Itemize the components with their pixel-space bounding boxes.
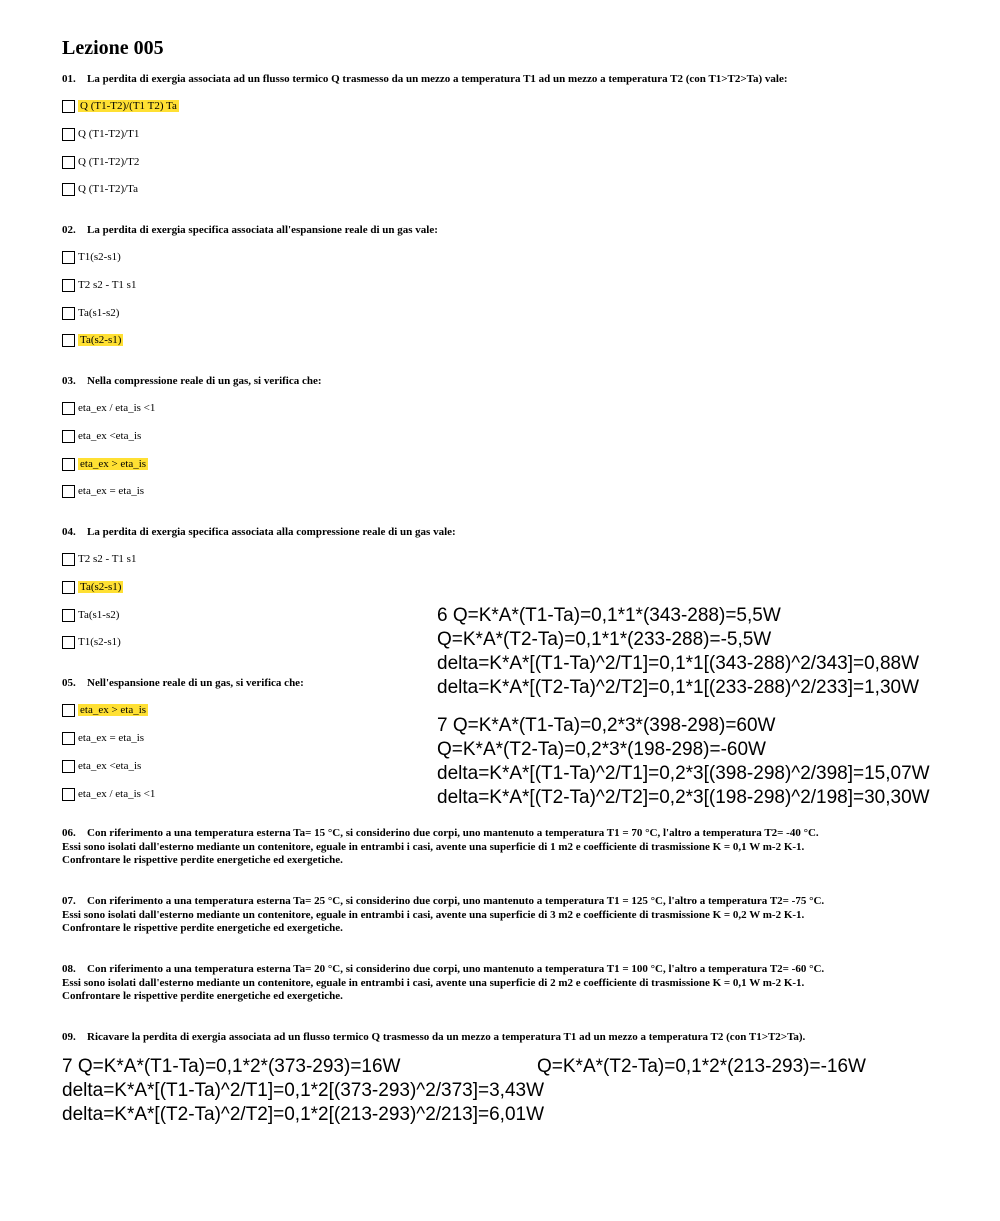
option-q05-a[interactable]	[62, 702, 148, 718]
question-text: Essi sono isolati dall'esterno mediante un contenitore, eguale in entrambi i casi, avente una superficie di 3 m2 e coefficiente di trasmissione K = 0,2 W m-2 K-1.	[62, 908, 805, 921]
checkbox[interactable]	[62, 704, 75, 717]
question-text: Confrontare le rispettive perdite energetiche ed exergetiche.	[62, 990, 343, 1002]
question-text: La perdita di exergia associata ad un flusso termico Q trasmesso da un mezzo a temperatura T1 ad un mezzo a temperatura T2 (con T1>T2>Ta) vale:	[87, 73, 788, 85]
option-q01-c[interactable]	[62, 154, 139, 170]
option-q03-a[interactable]	[62, 400, 155, 416]
note-line: delta=K*A*[(T2-Ta)^2/T2]=0,2*3[(198-298)^2/198]=30,30W	[437, 787, 930, 808]
question-number: 05.	[62, 677, 76, 689]
option-q05-b[interactable]	[62, 730, 144, 746]
question-text: Ricavare la perdita di exergia associata ad un flusso termico Q trasmesso da un mezzo a temperatura T1 ad un mezzo a temperatura T2 (con T1>T2>Ta).	[87, 1031, 806, 1043]
option-label: Q (T1-T2)/Ta	[78, 183, 139, 195]
option-label: eta_ex / eta_is <1	[78, 788, 156, 800]
option-label: T2 s2 - T1 s1	[78, 279, 137, 291]
question-number: 06.	[62, 827, 76, 839]
option-label: Ta(s2-s1)	[80, 581, 122, 593]
checkbox[interactable]	[62, 402, 75, 415]
checkbox[interactable]	[62, 485, 75, 498]
question-text: Confrontare le rispettive perdite energetiche ed exergetiche.	[62, 922, 343, 934]
option-label: Ta(s2-s1)	[80, 334, 122, 346]
note-line: delta=K*A*[(T1-Ta)^2/T1]=0,1*1[(343-288)^2/343]=0,88W	[437, 653, 920, 674]
question-text: Con riferimento a una temperatura esterna Ta= 15 °C, si considerino due corpi, uno mantenuto a temperatura T1 = 70 °C, l'altro a temperatura T2= -40 °C.	[87, 827, 819, 839]
option-q02-a[interactable]	[62, 249, 121, 265]
option-label: eta_ex = eta_is	[78, 732, 145, 744]
question-number: 09.	[62, 1031, 76, 1043]
checkbox[interactable]	[62, 430, 75, 443]
question-text: Essi sono isolati dall'esterno mediante un contenitore, eguale in entrambi i casi, avente una superficie di 1 m2 e coefficiente di trasmissione K = 0,1 W m-2 K-1.	[62, 840, 805, 853]
checkbox[interactable]	[62, 334, 75, 347]
option-q05-d[interactable]	[62, 786, 155, 802]
checkbox[interactable]	[62, 307, 75, 320]
note-bottom-line3: delta=K*A*[(T2-Ta)^2/T2]=0,1*2[(213-293)^2/213]=6,01W	[62, 1104, 545, 1125]
option-q03-d[interactable]	[62, 483, 144, 499]
option-label: eta_ex <eta_is	[78, 760, 142, 772]
question-text: Nella compressione reale di un gas, si verifica che:	[87, 375, 322, 387]
question-05	[62, 677, 304, 689]
question-07	[62, 895, 962, 936]
option-q04-a[interactable]	[62, 551, 136, 567]
option-q02-c[interactable]	[62, 305, 119, 321]
option-label: eta_ex > eta_is	[80, 458, 147, 470]
option-label: Q (T1-T2)/(T1 T2) Ta	[80, 100, 177, 112]
option-label: eta_ex = eta_is	[78, 485, 145, 497]
note-line: Q=K*A*(T2-Ta)=0,2*3*(198-298)=-60W	[437, 739, 766, 760]
option-q04-c[interactable]	[62, 607, 119, 623]
question-number: 03.	[62, 375, 76, 387]
note-7-solution	[437, 714, 930, 810]
checkbox[interactable]	[62, 251, 75, 264]
option-label: T2 s2 - T1 s1	[78, 553, 137, 565]
option-label: eta_ex / eta_is <1	[78, 402, 156, 414]
option-q05-c[interactable]	[62, 758, 141, 774]
checkbox[interactable]	[62, 458, 75, 471]
question-04	[62, 526, 456, 538]
note-line: 7 Q=K*A*(T1-Ta)=0,2*3*(398-298)=60W	[437, 715, 776, 736]
question-number: 02.	[62, 224, 76, 236]
option-label: Ta(s1-s2)	[78, 609, 120, 621]
question-text: Nell'espansione reale di un gas, si verifica che:	[87, 677, 304, 689]
option-q02-b[interactable]	[62, 277, 136, 293]
question-number: 07.	[62, 895, 76, 907]
note-bottom-line1a: 7 Q=K*A*(T1-Ta)=0,1*2*(373-293)=16W	[62, 1056, 401, 1077]
checkbox[interactable]	[62, 581, 75, 594]
checkbox[interactable]	[62, 760, 75, 773]
note-line: delta=K*A*[(T1-Ta)^2/T1]=0,2*3[(398-298)^2/398]=15,07W	[437, 763, 930, 784]
checkbox[interactable]	[62, 553, 75, 566]
option-q04-b[interactable]	[62, 579, 123, 595]
checkbox[interactable]	[62, 279, 75, 292]
option-q01-d[interactable]	[62, 181, 138, 197]
question-number: 01.	[62, 73, 76, 85]
checkbox[interactable]	[62, 609, 75, 622]
question-text: La perdita di exergia specifica associata all'espansione reale di un gas vale:	[87, 224, 438, 236]
question-text: Con riferimento a una temperatura esterna Ta= 25 °C, si considerino due corpi, uno mantenuto a temperatura T1 = 125 °C, l'altro a temperatura T2= -75 °C.	[87, 895, 825, 907]
question-text: La perdita di exergia specifica associata alla compressione reale di un gas vale:	[87, 526, 456, 538]
option-q01-b[interactable]	[62, 126, 139, 142]
question-number: 08.	[62, 963, 76, 975]
note-line: 6 Q=K*A*(T1-Ta)=0,1*1*(343-288)=5,5W	[437, 605, 781, 626]
checkbox[interactable]	[62, 636, 75, 649]
note-6-solution	[437, 604, 919, 700]
option-label: Q (T1-T2)/T2	[78, 156, 140, 168]
question-number: 04.	[62, 526, 76, 538]
question-08	[62, 963, 962, 1004]
question-06	[62, 827, 962, 868]
option-label: T1(s2-s1)	[78, 251, 121, 263]
option-label: eta_ex <eta_is	[78, 430, 142, 442]
option-q01-a[interactable]	[62, 98, 179, 114]
question-09	[62, 1031, 962, 1045]
question-text: Con riferimento a una temperatura esterna Ta= 20 °C, si considerino due corpi, uno mantenuto a temperatura T1 = 100 °C, l'altro a temperatura T2= -60 °C.	[87, 963, 825, 975]
option-label: T1(s2-s1)	[78, 636, 121, 648]
note-bottom-line1b: Q=K*A*(T2-Ta)=0,1*2*(213-293)=-16W	[537, 1056, 866, 1077]
checkbox[interactable]	[62, 100, 75, 113]
question-03	[62, 375, 322, 387]
option-label: eta_ex > eta_is	[80, 704, 147, 716]
question-01	[62, 73, 788, 85]
checkbox[interactable]	[62, 128, 75, 141]
checkbox[interactable]	[62, 156, 75, 169]
checkbox[interactable]	[62, 183, 75, 196]
note-bottom-line2: delta=K*A*[(T1-Ta)^2/T1]=0,1*2[(373-293)^2/373]=3,43W	[62, 1080, 545, 1101]
option-q02-d[interactable]	[62, 332, 123, 348]
question-text: Essi sono isolati dall'esterno mediante un contenitore, eguale in entrambi i casi, avente una superficie di 2 m2 e coefficiente di trasmissione K = 0,1 W m-2 K-1.	[62, 976, 805, 989]
question-02	[62, 224, 438, 236]
option-label: Q (T1-T2)/T1	[78, 128, 140, 140]
option-q04-d[interactable]	[62, 634, 121, 650]
note-line: Q=K*A*(T2-Ta)=0,1*1*(233-288)=-5,5W	[437, 629, 772, 650]
note-line: delta=K*A*[(T2-Ta)^2/T2]=0,1*1[(233-288)^2/233]=1,30W	[437, 677, 920, 698]
option-q03-b[interactable]	[62, 428, 141, 444]
option-label: Ta(s1-s2)	[78, 307, 120, 319]
checkbox[interactable]	[62, 732, 75, 745]
page-title: Lezione 005	[62, 37, 164, 59]
question-text: Confrontare le rispettive perdite energetiche ed exergetiche.	[62, 854, 343, 866]
checkbox[interactable]	[62, 788, 75, 801]
option-q03-c[interactable]	[62, 456, 148, 472]
